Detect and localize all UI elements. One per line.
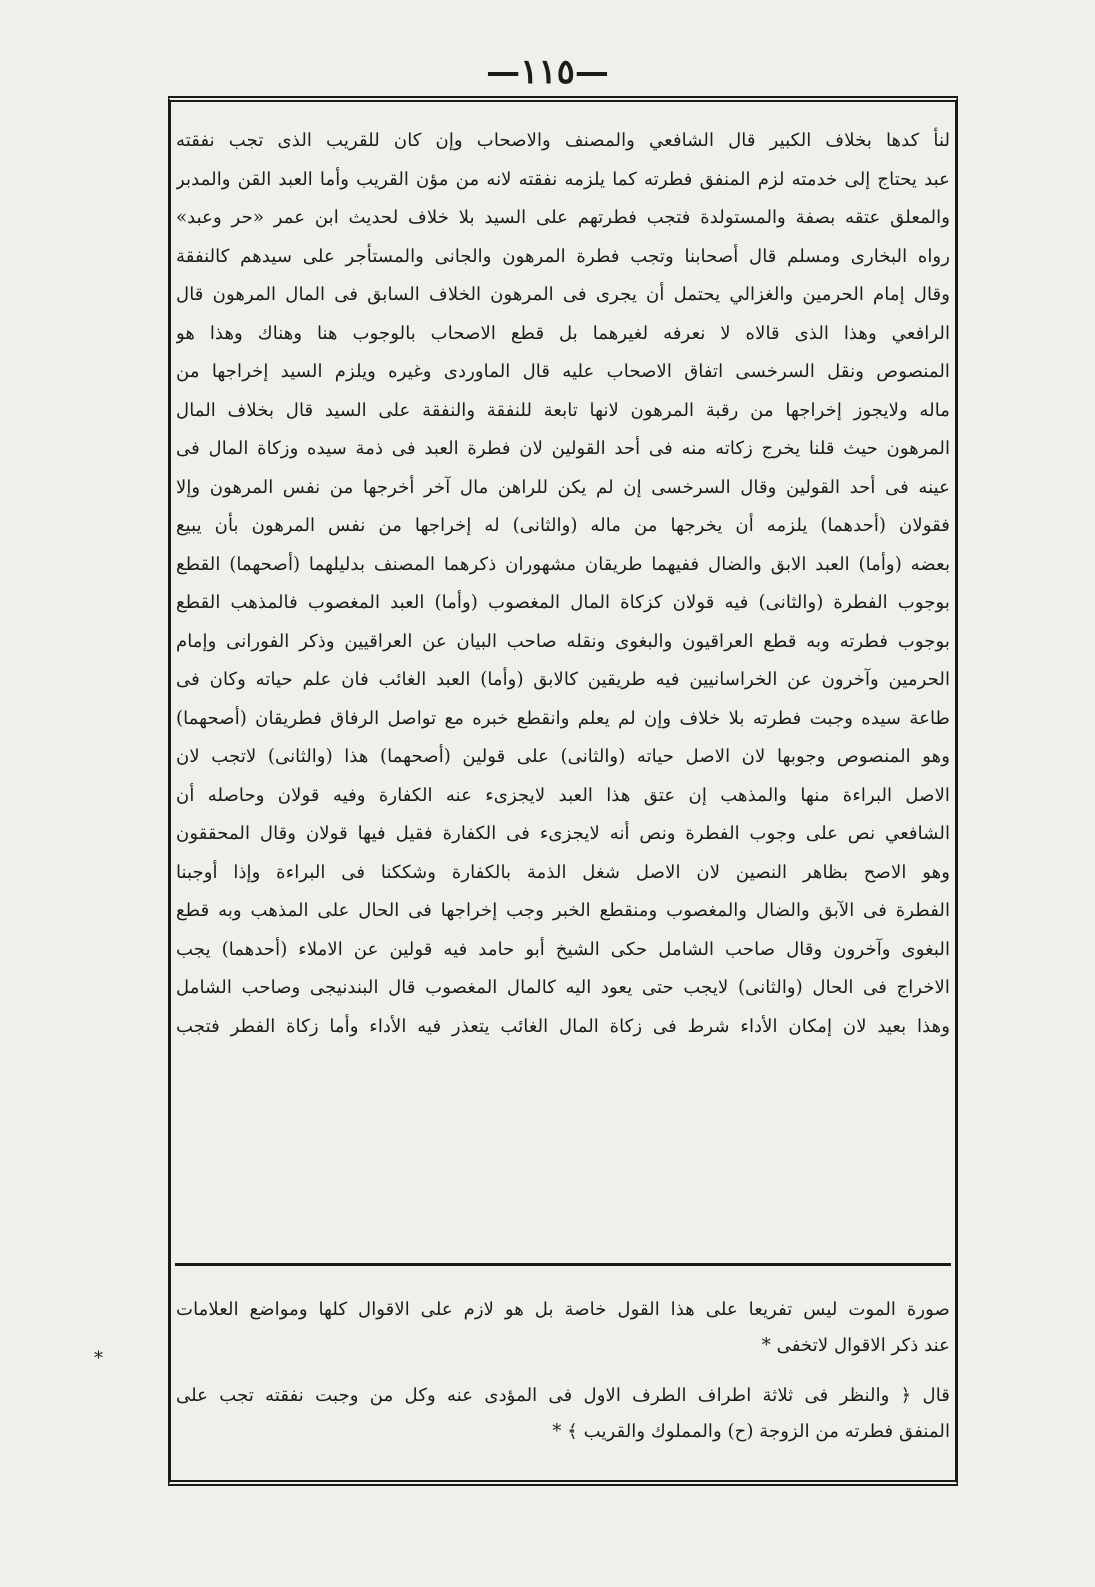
body-line: وقال إمام الحرمين والغزالي يحتمل أن يجرى فى المرهون الخلاف السابق فى المال المرهون قال bbox=[176, 284, 950, 305]
body-line: رواه البخارى ومسلم قال أصحابنا وتجب فطرة المرهون والجانى والمستأجر على سيدهم كالنفقة bbox=[176, 245, 950, 267]
body-line: بوجوب الفطرة (والثانى) فيه قولان كزكاة المال المغصوب (وأما) العبد المغصوب فالمذهب القطع bbox=[176, 592, 950, 613]
body-line: وهذا بعيد لان إمكان الأداء شرط فى زكاة المال الغائب يتعذر فيه الأداء وأما زكاة الفطر فتجب bbox=[176, 1015, 950, 1037]
footnote-paragraph bbox=[176, 1378, 950, 1450]
body-line: فقولان (أحدهما) يلزمه أن يخرجها من ماله (والثانى) له إخراجها من نفس المرهون بأن يبيع bbox=[176, 515, 950, 536]
body-line: عبد يحتاج إلى خدمته لزم المنفق فطرته كما يلزمه نفقته لانه من مؤن القريب وأما العبد القن والمدبر bbox=[176, 168, 950, 190]
body-line: وهو المنصوص وجوبها لان الاصل حياته (والثانى) على قولين (أصحهما) هذا (والثانى) لاتجب لان bbox=[176, 746, 950, 767]
footnote-line: المنفق فطرته من الزوجة (ح) والمملوك والقريب ﴾ * bbox=[552, 1421, 950, 1442]
margin-mark: * bbox=[94, 1348, 103, 1369]
body-line: والمعلق عتقه بصفة والمستولدة فتجب فطرتهم على السيد بلا خلاف لحديث ابن عمر «حر وعبد» bbox=[176, 207, 950, 228]
body-line: الحرمين وآخرون عن الخراسانيين فيه طريقين كالابق (وأما) العبد الغائب فان علم حياته وكان فى bbox=[176, 669, 950, 690]
footnote-text bbox=[176, 1292, 950, 1450]
body-line: الشافعي نص على وجوب الفطرة ونص أنه لايجزىء فى الكفارة فقيل فيها قولان وقال المحققون bbox=[176, 823, 950, 844]
footnote-line: قال ﴿ والنظر فى ثلاثة اطراف الطرف الاول فى المؤدى عنه وكل من وجبت نفقته تجب على bbox=[176, 1385, 950, 1406]
body-line: بوجوب فطرته وبه قطع العراقيون والبغوى ونقله صاحب البيان عن العراقيين وذكر الفورانى وإمام bbox=[176, 630, 950, 652]
main-body-text bbox=[176, 122, 950, 1046]
body-line: المرهون حيث قلنا يخرج زكاته منه فى أحد القولين لان فطرة العبد فى ذمة سيده وزكاة المال فى bbox=[176, 438, 950, 459]
body-line: الرافعي وهذا الذى قالاه لا نعرفه لغيرهما بل قطع الاصحاب بالوجوب هنا وهناك وهذا هو bbox=[176, 322, 950, 344]
body-line: بعضه (وأما) العبد الابق والضال ففيهما طريقان مشهوران ذكرهما المصنف بدليلهما (أصحهما) القطع bbox=[176, 553, 950, 575]
body-line: ماله ولايجوز إخراجها من رقبة المرهون لانها تابعة للنفقة والنفقة على السيد قال بخلاف المال bbox=[176, 399, 950, 421]
page-number: —١١٥— bbox=[486, 52, 609, 92]
footnote-line: عند ذكر الاقوال لاتخفى * bbox=[761, 1335, 950, 1356]
body-line: لنأ كدها بخلاف الكبير قال الشافعي والمصنف والاصحاب وإن كان للقريب الذى تجب نفقته bbox=[176, 130, 950, 151]
body-line: طاعة سيده وجبت فطرته بلا خلاف وإن لم يعلم وانقطع خبره مع تواصل الرفاق فطريقان (أصحهما) bbox=[176, 707, 950, 729]
body-line: البغوى وآخرون وقال صاحب الشامل حكى الشيخ أبو حامد فيه قولين عن الاملاء (أحدهما) يجب bbox=[176, 938, 950, 960]
body-line: وهو الاصح بظاهر النصين لان الاصل شغل الذمة بالكفارة وشككنا فى البراءة وإذا أوجبنا bbox=[176, 861, 950, 883]
body-line: الفطرة فى الآبق والضال والمغصوب ومنقطع الخبر وجب إخراجها فى الحال على المذهب وبه قطع bbox=[176, 900, 950, 921]
body-line: الاصل البراءة منها والمذهب إن عتق هذا العبد لايجزىء عنه الكفارة وفيه قولان وحاصله أن bbox=[176, 784, 950, 806]
footnote-line: صورة الموت ليس تفريعا على هذا القول خاصة بل هو لازم على الاقوال كلها ومواضع العلامات bbox=[176, 1299, 950, 1320]
body-line: عينه فى أحد القولين وقال السرخسى إن لم يكن للراهن مال آخر أخرجها من نفس المرهون وإلا bbox=[176, 476, 950, 498]
footnote-divider bbox=[175, 1263, 951, 1266]
body-line: الاخراج فى الحال (والثانى) لايجب حتى يعود اليه كالمال المغصوب قال البندنيجى وصاحب الشامل bbox=[176, 977, 950, 998]
body-line: المنصوص ونقل السرخسى اتفاق الاصحاب عليه قال الماوردى وغيره ويلزم السيد إخراجها من bbox=[176, 361, 950, 382]
